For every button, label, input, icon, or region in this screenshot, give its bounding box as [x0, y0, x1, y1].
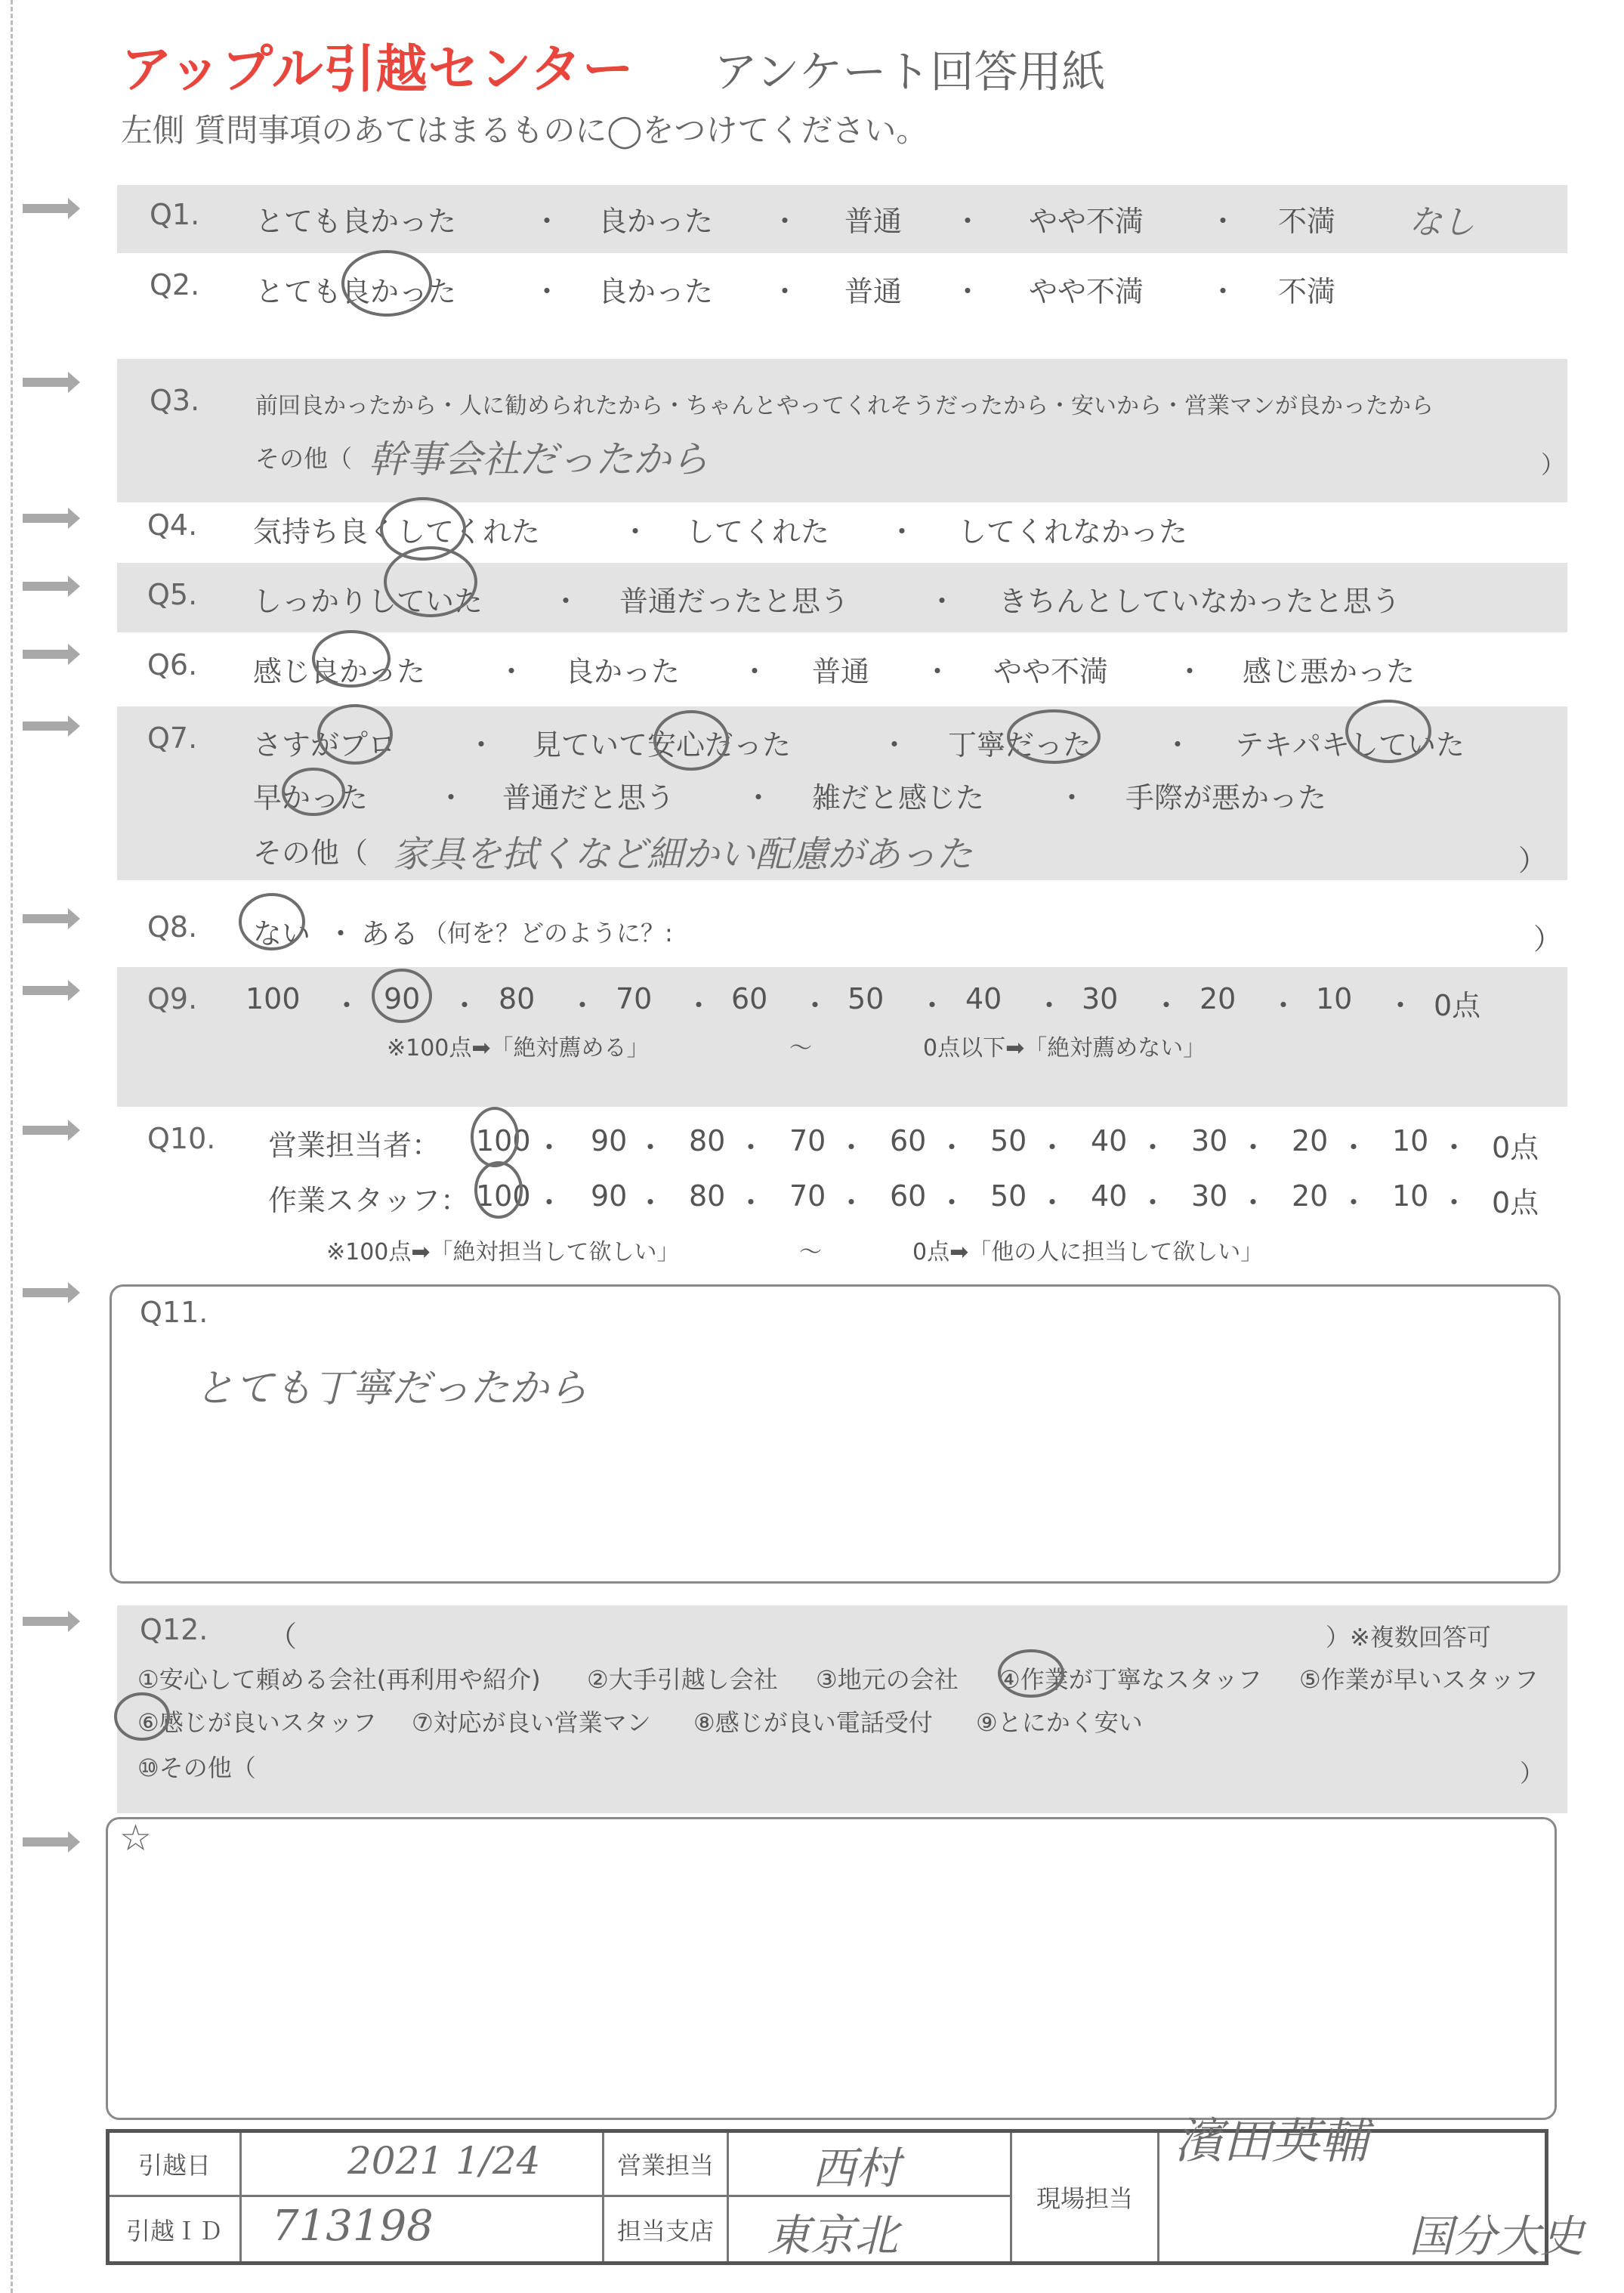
- option-separator: ・: [1038, 1131, 1067, 1164]
- star-icon: ☆: [119, 1817, 153, 1859]
- option-separator: ・: [801, 989, 830, 1022]
- option-separator: ・: [636, 1131, 665, 1164]
- branch-label: 担当支店: [616, 2216, 714, 2245]
- option-separator: ・: [918, 989, 947, 1022]
- q1-option[interactable]: 不満: [1278, 205, 1336, 238]
- form-title: アンケート回答用紙: [714, 46, 1106, 97]
- q10-sales-score[interactable]: 0点: [1492, 1131, 1539, 1164]
- q8-close: ）: [1533, 922, 1563, 956]
- q5-option[interactable]: しっかりしていた: [253, 585, 483, 618]
- q9-label: Q9.: [147, 982, 198, 1015]
- q7-option[interactable]: 早かった: [253, 781, 369, 814]
- option-separator: ・: [326, 917, 356, 950]
- option-separator: ・: [450, 989, 480, 1022]
- q12-other-close: ）: [1520, 1759, 1545, 1788]
- q12-label: Q12.: [140, 1613, 208, 1646]
- option-separator: ・: [937, 1131, 967, 1164]
- option-separator: ・: [1175, 655, 1205, 688]
- option-separator: ・: [1239, 1131, 1268, 1164]
- q10-sales-score[interactable]: 90: [591, 1124, 628, 1157]
- option-separator: ・: [880, 728, 909, 762]
- option-separator: ・: [736, 1186, 766, 1219]
- q1-handwritten-answer: なし: [1409, 203, 1475, 242]
- q7-option[interactable]: 手際が悪かった: [1125, 781, 1327, 814]
- option-separator: ・: [953, 205, 983, 238]
- margin-arrow: [23, 1120, 80, 1141]
- q7-handwritten-answer: 家具を拭くなど細かい配慮があった: [393, 833, 973, 876]
- q1-option[interactable]: やや不満: [1029, 205, 1144, 238]
- q10-staff-score[interactable]: 40: [1091, 1179, 1128, 1213]
- q4-label: Q4.: [147, 508, 198, 542]
- q12-option[interactable]: ②大手引越し会社: [587, 1665, 778, 1694]
- option-separator: ・: [533, 205, 562, 238]
- q8-label: Q8.: [147, 910, 198, 944]
- option-separator: ・: [736, 1131, 766, 1164]
- q5-label: Q5.: [147, 578, 198, 611]
- q5-option[interactable]: きちんとしていなかったと思う: [999, 585, 1401, 618]
- option-separator: ・: [1038, 1186, 1067, 1219]
- comment-box[interactable]: [106, 1817, 1557, 2120]
- q2-option[interactable]: とても良かった: [255, 275, 457, 308]
- margin-arrow: [23, 908, 80, 929]
- sales-value-cell[interactable]: [729, 2133, 1012, 2197]
- option-separator: ・: [1152, 989, 1181, 1022]
- q12-option[interactable]: ④作業が丁寧なスタッフ: [999, 1665, 1262, 1694]
- option-separator: ・: [1138, 1131, 1168, 1164]
- q4-option[interactable]: してくれた: [686, 515, 830, 549]
- option-separator: ・: [1239, 1186, 1268, 1219]
- q10-staff-score[interactable]: 100: [476, 1179, 531, 1213]
- q7-option[interactable]: 普通だと思う: [502, 781, 675, 814]
- q6-option[interactable]: やや不満: [993, 655, 1109, 688]
- site-value-1: 濱田英輔: [1175, 2114, 1368, 2170]
- q10-sales-score[interactable]: 100: [476, 1124, 531, 1157]
- option-separator: ・: [770, 275, 800, 308]
- option-separator: ・: [928, 585, 957, 618]
- q12-open: （: [268, 1620, 298, 1653]
- q6-option[interactable]: 感じ悪かった: [1243, 655, 1416, 688]
- q12-option[interactable]: ⑥感じが良いスタッフ: [137, 1708, 377, 1737]
- branch-value: 東京北: [767, 2210, 899, 2261]
- q9-score[interactable]: 0点: [1434, 989, 1481, 1022]
- option-separator: ・: [770, 205, 800, 238]
- q12-option[interactable]: ⑧感じが良い電話受付: [693, 1708, 933, 1737]
- move-id-value-cell[interactable]: [242, 2197, 604, 2261]
- option-separator: ・: [636, 1186, 665, 1219]
- q9-score[interactable]: 60: [731, 982, 768, 1015]
- margin-arrow: [23, 576, 80, 597]
- q9-score[interactable]: 70: [616, 982, 653, 1015]
- q7-option[interactable]: 見ていて安心だった: [533, 728, 792, 762]
- q2-option[interactable]: 良かった: [598, 275, 714, 308]
- q9-note-right: 0点以下➡「絶対薦めない」: [923, 1035, 1206, 1062]
- margin-arrow: [23, 1282, 80, 1303]
- move-date-label-cell: [110, 2133, 242, 2197]
- q8-option-some[interactable]: ある: [361, 917, 419, 950]
- option-separator: ・: [744, 781, 773, 814]
- q12-option[interactable]: ⑦対応が良い営業マン: [412, 1708, 651, 1737]
- q10-note-right: 0点➡「他の人に担当して欲しい」: [912, 1239, 1264, 1265]
- q9-score[interactable]: 90: [384, 982, 421, 1015]
- q1-option[interactable]: 普通: [844, 205, 903, 238]
- q9-note-left: ※100点➡「絶対薦める」: [387, 1035, 650, 1062]
- option-separator: ・: [621, 515, 650, 549]
- q7-option[interactable]: テキパキしていた: [1235, 728, 1465, 762]
- q11-handwritten-answer: とても丁寧だったから: [195, 1366, 588, 1411]
- q6-option[interactable]: 普通: [812, 655, 870, 688]
- q10-sales-score[interactable]: 70: [789, 1124, 826, 1157]
- sales-label-cell: [604, 2133, 729, 2197]
- option-separator: ・: [437, 781, 466, 814]
- option-separator: ・: [684, 989, 714, 1022]
- site-value-2: 国分大史: [1409, 2211, 1585, 2262]
- margin-arrow: [23, 644, 80, 665]
- q8-option-none[interactable]: ない: [253, 917, 311, 950]
- q12-option[interactable]: ③地元の会社: [816, 1665, 959, 1694]
- option-separator: ・: [1035, 989, 1064, 1022]
- q3-band: [117, 359, 1567, 502]
- option-separator: ・: [937, 1186, 967, 1219]
- q10-sales-score[interactable]: 50: [990, 1124, 1027, 1157]
- q6-option[interactable]: 良かった: [565, 655, 681, 688]
- q10-staff-score[interactable]: 20: [1292, 1179, 1329, 1213]
- q10-staff-score[interactable]: 60: [890, 1179, 927, 1213]
- q10-sales-score[interactable]: 60: [890, 1124, 927, 1157]
- option-separator: ・: [1163, 728, 1193, 762]
- q11-answer-box[interactable]: [110, 1284, 1561, 1584]
- q2-option[interactable]: 普通: [844, 275, 903, 308]
- move-date-value: 2021 1/24: [347, 2139, 541, 2183]
- q7-label: Q7.: [147, 722, 198, 755]
- q9-score[interactable]: 40: [965, 982, 1002, 1015]
- option-separator: ・: [535, 1131, 564, 1164]
- option-separator: ・: [497, 655, 526, 688]
- q12-close: ）※複数回答可: [1326, 1623, 1491, 1652]
- move-id-label-cell: [110, 2197, 242, 2261]
- q7-option[interactable]: さすがプロ: [253, 728, 397, 762]
- q9-score[interactable]: 30: [1082, 982, 1119, 1015]
- move-date-label: 引越日: [137, 2151, 211, 2180]
- option-separator: ・: [568, 989, 597, 1022]
- q3-other-label: その他（: [255, 444, 353, 473]
- sales-label: 営業担当: [616, 2151, 714, 2180]
- margin-arrow: [23, 1831, 80, 1853]
- branch-label-cell: [604, 2197, 729, 2261]
- q9-score[interactable]: 100: [245, 982, 301, 1015]
- margin-arrow: [23, 980, 80, 1001]
- q10-staff-score[interactable]: 50: [990, 1179, 1027, 1213]
- q10-note-left: ※100点➡「絶対担当して欲しい」: [326, 1239, 680, 1265]
- site-label-cell: [1012, 2133, 1159, 2261]
- q8-prompt: （何を？どのように？:: [423, 919, 673, 947]
- option-separator: ・: [1209, 205, 1238, 238]
- option-separator: ・: [551, 585, 581, 618]
- q7-option[interactable]: 雑だと感じた: [812, 781, 985, 814]
- q6-label: Q6.: [147, 648, 198, 681]
- option-separator: ・: [467, 728, 496, 762]
- q9-score[interactable]: 50: [848, 982, 885, 1015]
- option-separator: ・: [533, 275, 562, 308]
- q3-handwritten-answer: 幹事会社だったから: [369, 437, 709, 481]
- binder-arrows: [0, 0, 91, 2293]
- q10-sales-label: 営業担当者：: [268, 1129, 441, 1162]
- q7-option[interactable]: 丁寧だった: [948, 728, 1092, 762]
- move-date-value-cell[interactable]: [242, 2133, 604, 2197]
- q2-label: Q2.: [150, 268, 200, 301]
- footer-table: [106, 2114, 1585, 2265]
- option-separator: ・: [837, 1186, 866, 1219]
- option-separator: ・: [1339, 1186, 1369, 1219]
- q10-staff-score[interactable]: 0点: [1492, 1186, 1539, 1219]
- q12-option[interactable]: ⑨とにかく安い: [976, 1708, 1143, 1737]
- q1-label: Q1.: [150, 198, 200, 231]
- q4-option[interactable]: 気持ち良くしてくれた: [253, 515, 541, 549]
- q3-label: Q3.: [150, 384, 200, 417]
- option-separator: ・: [1209, 275, 1238, 308]
- option-separator: ・: [332, 989, 362, 1022]
- q9-score[interactable]: 20: [1199, 982, 1237, 1015]
- option-separator: ・: [1138, 1186, 1168, 1219]
- q5-option[interactable]: 普通だったと思う: [619, 585, 850, 618]
- margin-arrow: [23, 508, 80, 529]
- sales-value: 西村: [812, 2143, 900, 2194]
- q12-other-label: ⑩その他（: [137, 1754, 256, 1782]
- site-label: 現場担当: [1036, 2184, 1133, 2213]
- q3-options-line[interactable]: 前回良かったから・人に勧められたから・ちゃんとやってくれそうだったから・安いから・営業マンが良かったから: [255, 393, 1434, 419]
- option-separator: ・: [1440, 1186, 1469, 1219]
- q10-staff-score[interactable]: 90: [591, 1179, 628, 1213]
- q9-note-tilde: 〜: [789, 1035, 812, 1062]
- option-separator: ・: [535, 1186, 564, 1219]
- option-separator: ・: [888, 515, 917, 549]
- q7-other-close: ）: [1518, 844, 1548, 877]
- q10-sales-score[interactable]: 40: [1091, 1124, 1128, 1157]
- q10-sales-score[interactable]: 20: [1292, 1124, 1329, 1157]
- q9-score[interactable]: 10: [1316, 982, 1353, 1015]
- q10-sales-score[interactable]: 10: [1392, 1124, 1429, 1157]
- margin-arrow: [23, 198, 80, 219]
- q1-option[interactable]: とても良かった: [255, 205, 457, 238]
- q10-staff-score[interactable]: 80: [689, 1179, 726, 1213]
- option-separator: ・: [1386, 989, 1416, 1022]
- q4-option[interactable]: してくれなかった: [958, 515, 1188, 549]
- margin-arrow: [23, 715, 80, 737]
- instruction-text: 左側 質問事項のあてはまるものに◯をつけてください。: [121, 112, 928, 149]
- q10-note-tilde: 〜: [799, 1239, 822, 1265]
- q3-other-close: ）: [1541, 450, 1566, 479]
- q10-label: Q10.: [147, 1122, 216, 1155]
- option-separator: ・: [1269, 989, 1298, 1022]
- move-id-value: 713198: [272, 2202, 434, 2251]
- move-id-label: 引越ＩＤ: [125, 2216, 223, 2245]
- q7-other-label: その他（: [253, 836, 369, 870]
- option-separator: ・: [837, 1131, 866, 1164]
- q12-option[interactable]: ⑤作業が早いスタッフ: [1299, 1665, 1539, 1694]
- q2-option[interactable]: 不満: [1278, 275, 1336, 308]
- q11-label: Q11.: [140, 1296, 208, 1329]
- site-value-cell[interactable]: [1159, 2114, 1585, 2262]
- q6-option[interactable]: 感じ良かった: [253, 655, 426, 688]
- margin-arrow: [23, 372, 80, 393]
- q12-option[interactable]: ①安心して頼める会社(再利用や紹介): [137, 1665, 541, 1694]
- margin-arrow: [23, 1611, 80, 1632]
- branch-value-cell[interactable]: [729, 2197, 1012, 2261]
- option-separator: ・: [1339, 1131, 1369, 1164]
- option-separator: ・: [1057, 781, 1087, 814]
- q10-staff-score[interactable]: 30: [1191, 1179, 1228, 1213]
- q10-staff-label: 作業スタッフ：: [268, 1184, 470, 1217]
- q10-staff-score[interactable]: 10: [1392, 1179, 1429, 1213]
- option-separator: ・: [923, 655, 952, 688]
- option-separator: ・: [740, 655, 770, 688]
- q10-sales-score[interactable]: 30: [1191, 1124, 1228, 1157]
- q10-sales-score[interactable]: 80: [689, 1124, 726, 1157]
- option-separator: ・: [953, 275, 983, 308]
- option-separator: ・: [1440, 1131, 1469, 1164]
- q9-score[interactable]: 80: [499, 982, 536, 1015]
- q2-option[interactable]: やや不満: [1029, 275, 1144, 308]
- q10-staff-score[interactable]: 70: [789, 1179, 826, 1213]
- brand-name: アップル引越センター: [121, 40, 634, 100]
- q1-option[interactable]: 良かった: [598, 205, 714, 238]
